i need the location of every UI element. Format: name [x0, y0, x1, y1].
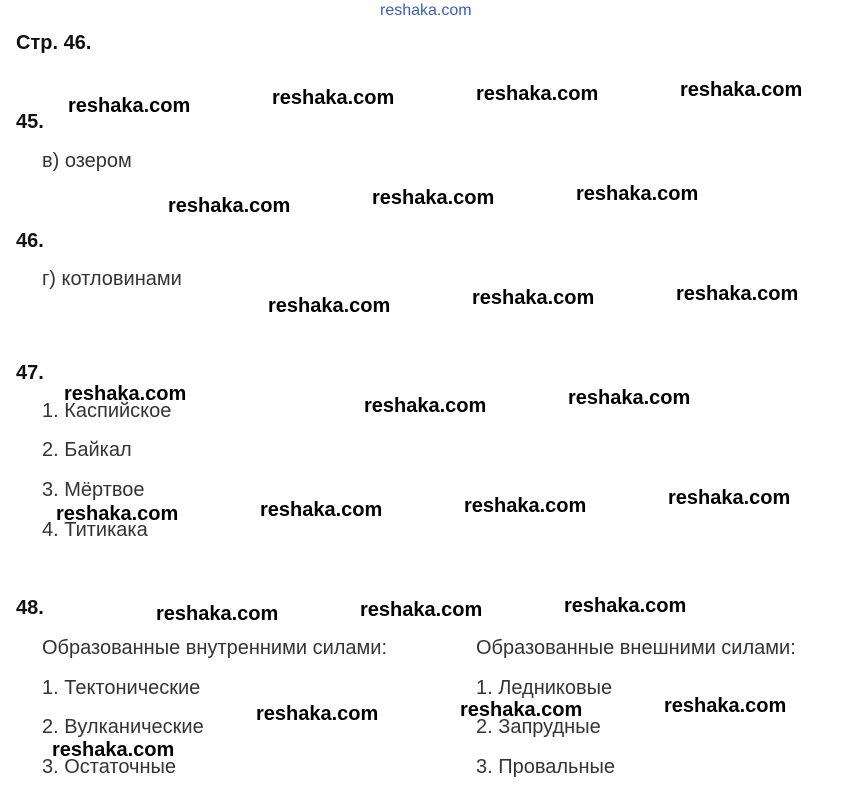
list-item: 2. Запрудные — [476, 716, 601, 738]
watermark: reshaka.com — [472, 287, 595, 309]
watermark: reshaka.com — [268, 295, 391, 317]
watermark: reshaka.com — [564, 595, 687, 617]
question-number-47: 47. — [16, 362, 44, 384]
watermark: reshaka.com — [156, 603, 279, 625]
watermark: reshaka.com — [364, 395, 487, 417]
watermark: reshaka.com — [568, 387, 691, 409]
list-item: 1. Тектонические — [42, 677, 201, 699]
watermark: reshaka.com — [256, 703, 379, 725]
left-column-heading: Образованные внутренними силами: — [42, 637, 388, 659]
list-item: 2. Байкал — [42, 439, 132, 461]
watermark: reshaka.com — [56, 503, 179, 525]
watermark: reshaka.com — [64, 383, 187, 405]
question-number-46: 46. — [16, 230, 44, 252]
right-column-heading: Образованные внешними силами: — [476, 637, 796, 659]
watermark: reshaka.com — [680, 79, 803, 101]
question-number-45: 45. — [16, 111, 44, 133]
list-item: 2. Вулканические — [42, 716, 204, 738]
watermark: reshaka.com — [168, 195, 291, 217]
watermark: reshaka.com — [360, 599, 483, 621]
watermark: reshaka.com — [576, 183, 699, 205]
watermark: reshaka.com — [272, 87, 395, 109]
list-item: 3. Провальные — [476, 756, 616, 778]
watermark: reshaka.com — [668, 487, 791, 509]
question-number-48: 48. — [16, 597, 44, 619]
page-title: Стр. 46. — [16, 32, 92, 54]
watermark: reshaka.com — [464, 495, 587, 517]
watermark: reshaka.com — [476, 83, 599, 105]
list-item: 3. Мёртвое — [42, 479, 145, 501]
watermark: reshaka.com — [372, 187, 495, 209]
list-item: 4. Титикака — [42, 519, 148, 541]
watermark: reshaka.com — [260, 499, 383, 521]
list-item: 3. Остаточные — [42, 756, 176, 778]
watermark: reshaka.com — [68, 95, 191, 117]
watermark: reshaka.com — [460, 699, 583, 721]
watermark: reshaka.com — [676, 283, 799, 305]
answer-46: г) котловинами — [42, 268, 182, 290]
list-item: 1. Каспийское — [42, 400, 172, 422]
list-item: 1. Ледниковые — [476, 677, 613, 699]
answer-45: в) озером — [42, 150, 132, 172]
header-watermark: reshaka.com — [380, 2, 472, 19]
watermark: reshaka.com — [664, 695, 787, 717]
watermark: reshaka.com — [52, 739, 175, 761]
